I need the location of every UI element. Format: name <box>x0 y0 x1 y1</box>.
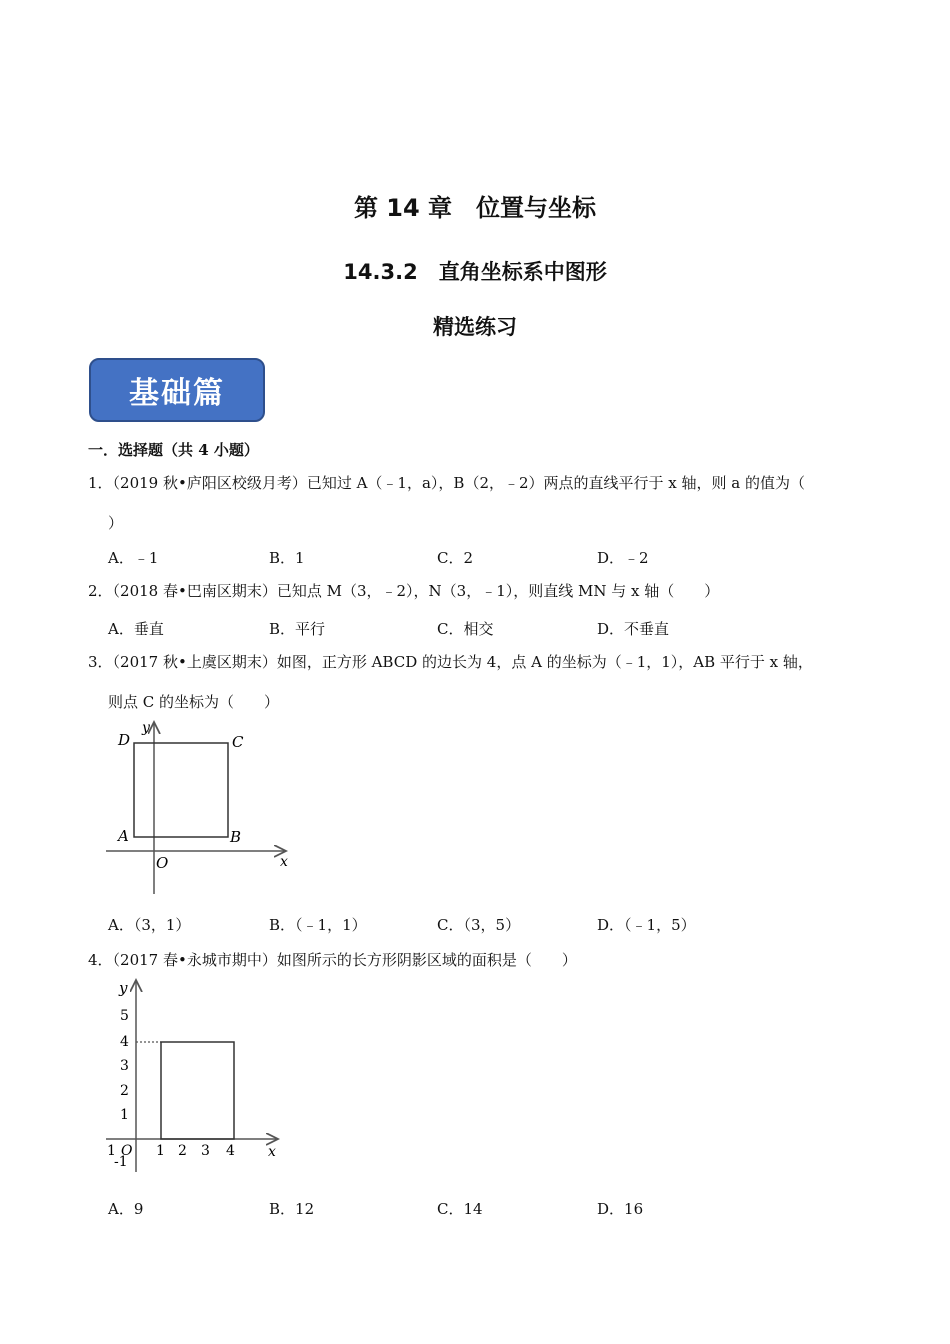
y-tick-1: 1 <box>120 1107 129 1123</box>
question-4-option-a: A．9 <box>108 1200 144 1218</box>
rectangle-figure <box>100 972 290 1177</box>
subtitle: 精选练习 <box>433 315 517 339</box>
label-x: x <box>280 854 288 870</box>
question-2-option-d: D．不垂直 <box>597 620 670 638</box>
label-c: C <box>232 733 244 751</box>
question-2-option-b: B．平行 <box>269 620 326 638</box>
x-tick-neg1: 1 <box>107 1143 116 1159</box>
question-3-option-d: D．（﹣1，5） <box>597 916 696 934</box>
y-tick-3: 3 <box>120 1058 129 1074</box>
y-tick-neg1: -1 <box>114 1154 128 1170</box>
question-4-option-b: B．12 <box>269 1200 315 1218</box>
y-tick-5: 5 <box>120 1008 129 1024</box>
x-tick-2: 2 <box>178 1143 187 1159</box>
question-3-option-c: C．（3，5） <box>437 916 521 934</box>
question-3-option-b: B．（﹣1，1） <box>269 916 367 934</box>
question-1-text: 1．（2019 秋•庐阳区校级月考）已知过 A（﹣1，a），B（2，﹣2）两点的直线平行于 x 轴，则 a 的值为（ <box>88 474 806 492</box>
question-4-text: 4．（2017 春•永城市期中）如图所示的长方形阴影区域的面积是（ ） <box>88 951 577 969</box>
question-1-option-b: B．1 <box>269 549 305 567</box>
chapter-title: 第 14 章 位置与坐标 <box>353 194 597 222</box>
x-tick-1: 1 <box>156 1143 165 1159</box>
question-3-option-a: A．（3，1） <box>108 916 191 934</box>
question-2-option-c: C．相交 <box>437 620 494 638</box>
question-3-text-cont: 则点 C 的坐标为（ ） <box>108 693 280 711</box>
shaded-rectangle <box>161 1042 234 1139</box>
label-origin: O <box>121 1143 133 1159</box>
x-tick-4: 4 <box>226 1143 235 1159</box>
question-1-text-cont: ） <box>108 514 124 532</box>
question-2-option-a: A．垂直 <box>108 620 164 638</box>
question-4-option-d: D．16 <box>597 1200 644 1218</box>
question-1-option-d: D．﹣2 <box>597 549 649 567</box>
question-1-option-a: A．﹣1 <box>108 549 159 567</box>
question-1-option-c: C．2 <box>437 549 474 567</box>
label-x: x <box>268 1144 276 1160</box>
y-tick-4: 4 <box>120 1034 129 1050</box>
y-tick-2: 2 <box>120 1083 129 1099</box>
label-b: B <box>230 828 242 846</box>
section-title: 14.3.2 直角坐标系中图形 <box>343 260 607 284</box>
x-tick-3: 3 <box>201 1143 210 1159</box>
question-3-text: 3．（2017 秋•上虞区期末）如图，正方形 ABCD 的边长为 4，点 A 的坐标为（﹣1，1），AB 平行于 x 轴， <box>88 653 813 671</box>
square-abcd <box>134 743 228 837</box>
label-d: D <box>118 731 131 749</box>
section-heading: 一．选择题（共 4 小题） <box>88 441 259 459</box>
label-origin: O <box>156 854 169 872</box>
question-4-option-c: C．14 <box>437 1200 483 1218</box>
label-y: y <box>119 979 128 997</box>
label-a: A <box>118 827 129 845</box>
level-badge: 基础篇 <box>89 358 265 422</box>
square-figure <box>100 716 295 898</box>
question-2-text: 2．（2018 春•巴南区期末）已知点 M（3，﹣2），N（3，﹣1），则直线 MN 与 x 轴（ ） <box>88 582 720 600</box>
label-y: y <box>142 720 150 736</box>
